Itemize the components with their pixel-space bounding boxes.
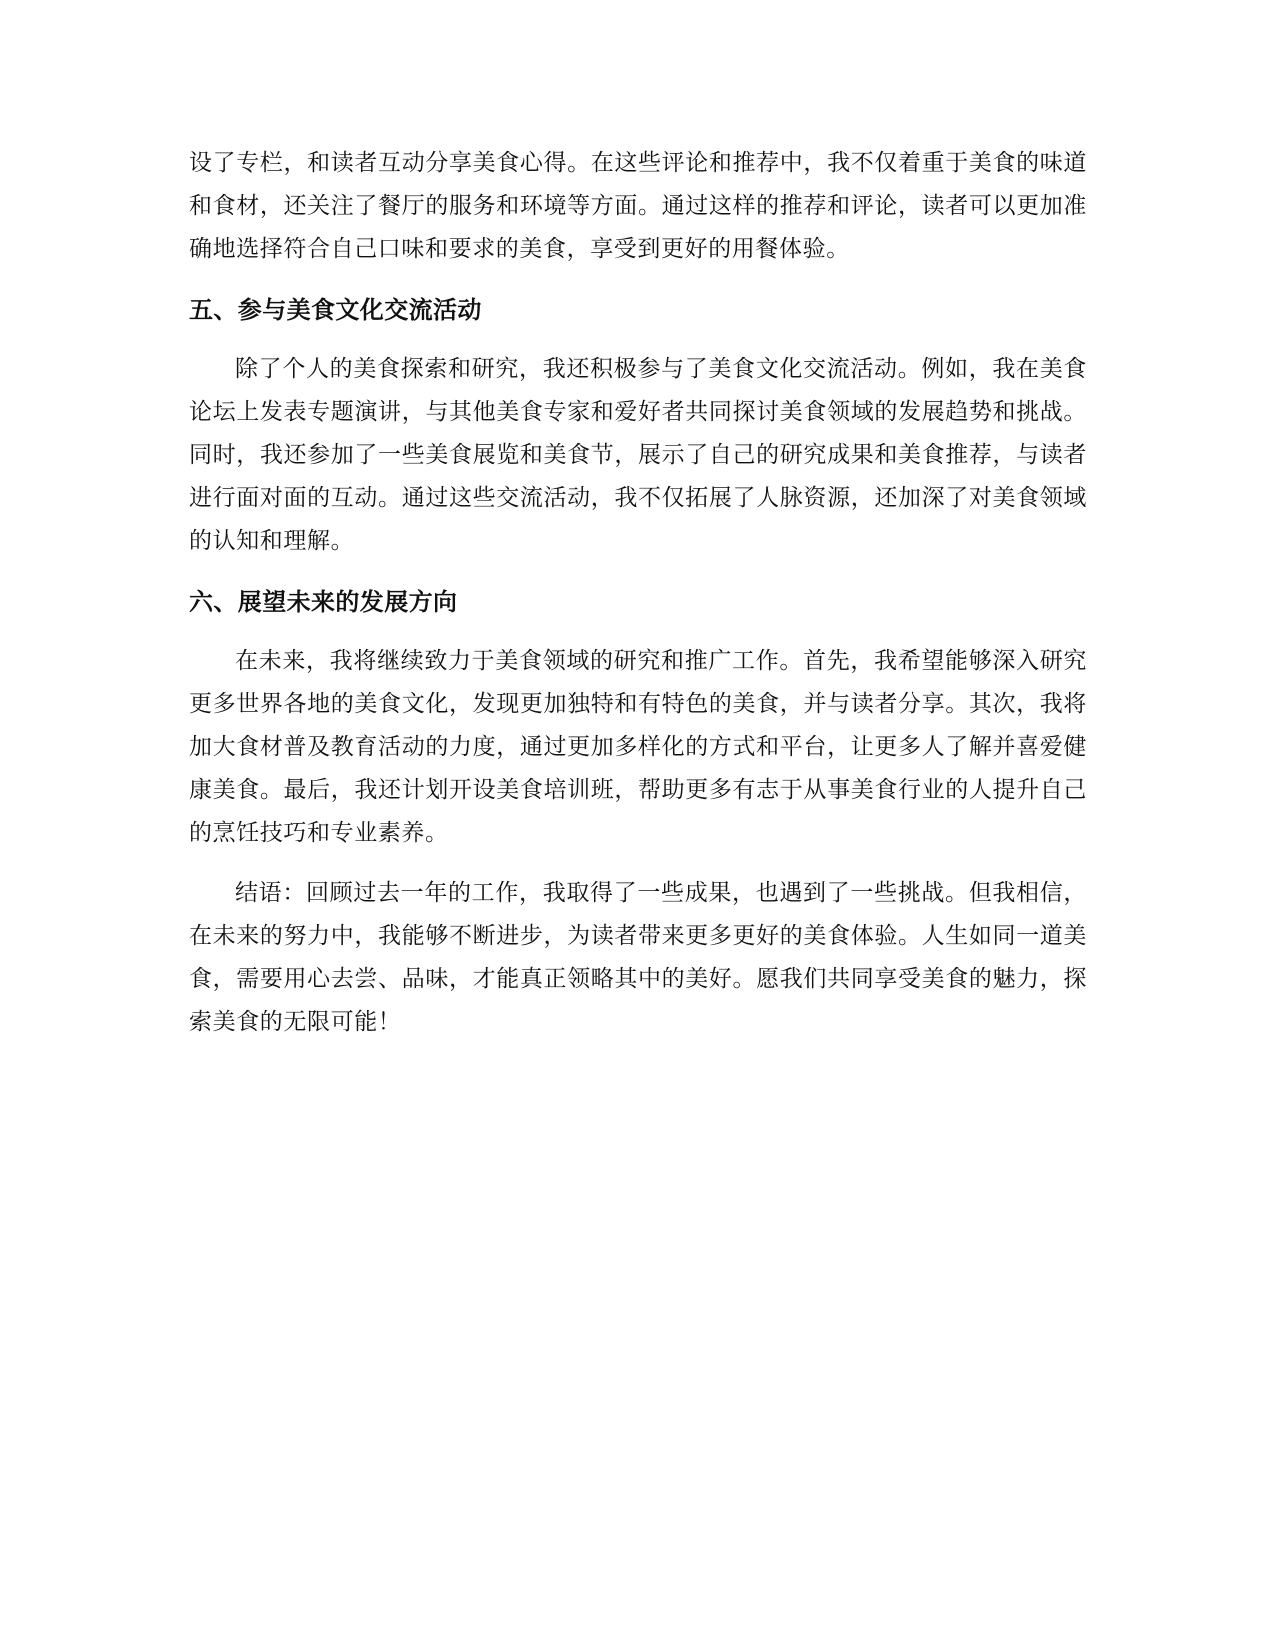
section-paragraph-6: 在未来，我将继续致力于美食领域的研究和推广工作。首先，我希望能够深入研究更多世界各地的美食文化，发现更加独特和有特色的美食，并与读者分享。其次，我将加大食材普及教育活动的力度，通过更加多样化的方式和平台，让更多人了解并喜爱健康美食。最后，我还计划开设美食培训班，帮助更多有志于从事美食行业的人提升自己的烹饪技巧和专业素养。	[189, 648, 1087, 846]
continuation-paragraph: 设了专栏，和读者互动分享美食心得。在这些评论和推荐中，我不仅着重于美食的味道和食材，还关注了餐厅的服务和环境等方面。通过这样的推荐和评论，读者可以更加准确地选择符合自己口味和要求的美食，享受到更好的用餐体验。	[189, 150, 1087, 262]
section-heading-6: 六、展望未来的发展方向	[189, 588, 458, 616]
section-paragraph-5: 除了个人的美食探索和研究，我还积极参与了美食文化交流活动。例如，我在美食论坛上发表专题演讲，与其他美食专家和爱好者共同探讨美食领域的发展趋势和挑战。同时，我还参加了一些美食展览和美食节，展示了自己的研究成果和美食推荐，与读者进行面对面的互动。通过这些交流活动，我不仅拓展了人脉资源，还加深了对美食领域的认知和理解。	[189, 356, 1087, 554]
conclusion-paragraph: 结语：回顾过去一年的工作，我取得了一些成果，也遇到了一些挑战。但我相信，在未来的努力中，我能够不断进步，为读者带来更多更好的美食体验。人生如同一道美食，需要用心去尝、品味，才能真正领略其中的美好。愿我们共同享受美食的魅力，探索美食的无限可能！	[189, 880, 1087, 1035]
document-body	[189, 142, 1087, 1044]
section-heading-5: 五、参与美食文化交流活动	[189, 296, 482, 324]
